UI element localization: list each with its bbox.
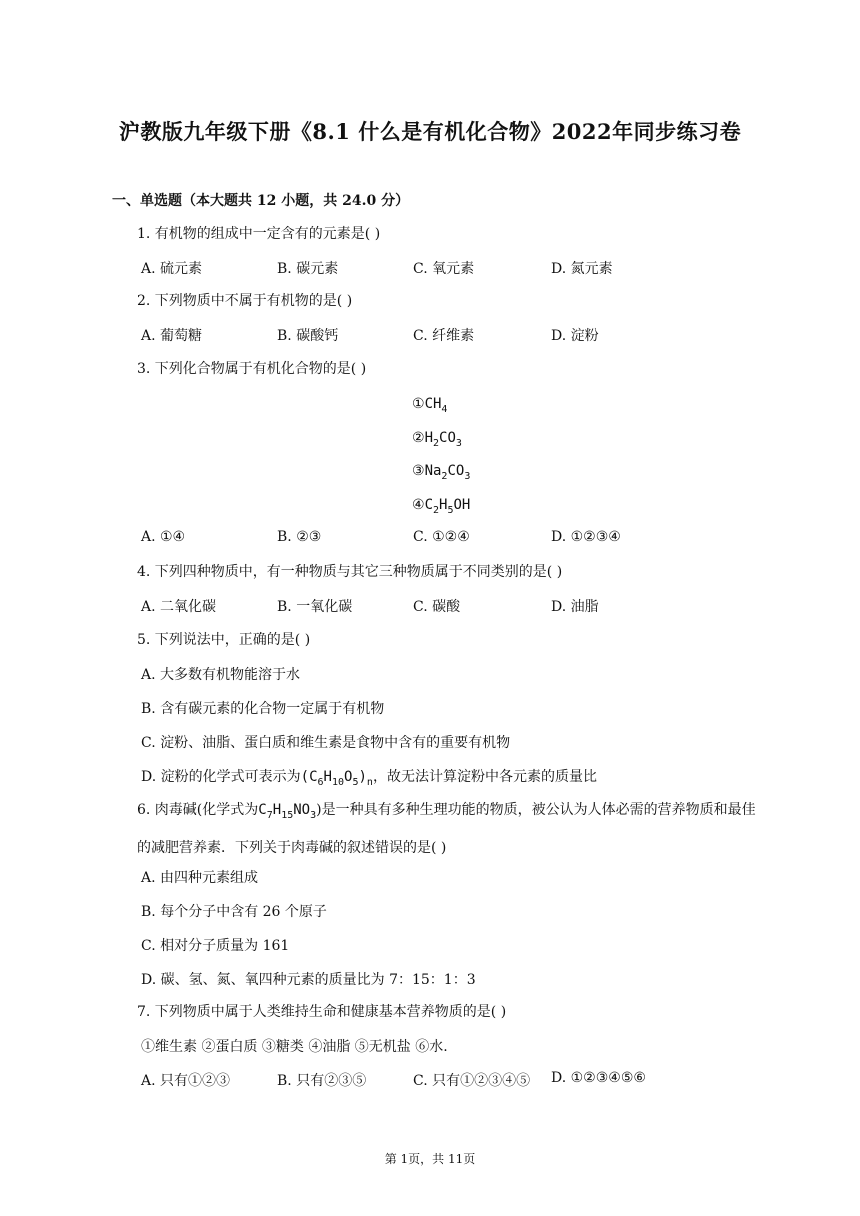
question-7-option-d[interactable]: D. ①②③④⑤⑥ <box>551 1070 646 1086</box>
question-7-list: ①维生素 ②蛋白质 ③糖类 ④油脂 ⑤无机盐 ⑥水. <box>141 1039 448 1055</box>
question-1-option-c[interactable]: C. 氧元素 <box>413 261 475 277</box>
question-2-option-c[interactable]: C. 纤维素 <box>413 328 475 344</box>
question-3-stem: 3. 下列化合物属于有机化合物的是( ) <box>137 361 367 377</box>
question-2-option-a[interactable]: A. 葡萄糖 <box>141 328 203 344</box>
page-footer: 第 1页，共 11页 <box>384 1152 476 1166</box>
question-6-option-c[interactable]: C. 相对分子质量为 161 <box>141 938 290 954</box>
question-5-option-b[interactable]: B. 含有碳元素的化合物一定属于有机物 <box>141 701 385 717</box>
question-1-stem: 1. 有机物的组成中一定含有的元素是( ) <box>137 226 381 242</box>
question-1-option-b[interactable]: B. 碳元素 <box>277 261 339 277</box>
formula-item-4: $④C_2H_5OH$ <box>412 497 471 516</box>
section-heading: 一、单选题（本大题共 12 小题，共 24.0 分） <box>112 193 410 209</box>
question-7-stem: 7. 下列物质中属于人类维持生命和健康基本营养物质的是( ) <box>137 1004 507 1020</box>
question-5-option-a[interactable]: A. 大多数有机物能溶于水 <box>141 667 301 683</box>
question-7-option-a[interactable]: A. 只有①②③ <box>141 1073 231 1089</box>
question-5-option-c[interactable]: C. 淀粉、油脂、蛋白质和维生素是食物中含有的重要有机物 <box>141 735 511 751</box>
question-3-option-a[interactable]: A. ①④ <box>141 529 186 545</box>
formula-item-1: $①CH_4$ <box>412 396 448 415</box>
question-5-stem: 5. 下列说法中，正确的是( ) <box>137 632 311 648</box>
question-1-option-a[interactable]: A. 硫元素 <box>141 261 203 277</box>
question-1-option-d[interactable]: D. 氮元素 <box>551 261 613 277</box>
question-2-option-b[interactable]: B. 碳酸钙 <box>277 328 339 344</box>
question-4-option-c[interactable]: C. 碳酸 <box>413 599 461 615</box>
question-4-option-d[interactable]: D. 油脂 <box>551 599 599 615</box>
page-title: 沪教版九年级下册《8.1 什么是有机化合物》2022年同步练习卷 <box>118 119 742 144</box>
starch-formula: $(C_6H_{10}O_5)_n$ <box>300 769 373 788</box>
formula-item-3: $③Na_2CO_3$ <box>412 463 471 482</box>
carnitine-formula: $C_7H_{15}NO_3$ <box>258 802 317 821</box>
question-2-option-d[interactable]: D. 淀粉 <box>551 328 599 344</box>
formula-item-2: $②H_2CO_3$ <box>412 430 462 449</box>
question-4-option-b[interactable]: B. 一氧化碳 <box>277 599 353 615</box>
question-7-option-c[interactable]: C. 只有①②③④⑤ <box>413 1073 531 1089</box>
question-2-stem: 2. 下列物质中不属于有机物的是( ) <box>137 293 353 309</box>
question-3-option-b[interactable]: B. ②③ <box>277 529 322 545</box>
question-4-option-a[interactable]: A. 二氧化碳 <box>141 599 217 615</box>
question-6-option-a[interactable]: A. 由四种元素组成 <box>141 870 259 886</box>
question-6-option-d[interactable]: D. 碳、氢、氮、氧四种元素的质量比为 7：15：1：3 <box>141 972 476 988</box>
question-6-stem: 6. 肉毒碱(化学式为$C_7H_{15}NO_3$)是一种具有多种生理功能的物质，被公认为人体必需的营养物质和最佳的减肥营养素．下列关于肉毒碱的叙述错误的是( ) <box>137 802 756 856</box>
question-3-option-c[interactable]: C. ①②④ <box>413 529 470 545</box>
question-6-option-b[interactable]: B. 每个分子中含有 26 个原子 <box>141 904 327 920</box>
question-5-option-d[interactable]: D. 淀粉的化学式可表示为$(C_6H_{10}O_5)_n$，故无法计算淀粉中各元素的质量比 <box>141 769 597 788</box>
question-4-stem: 4. 下列四种物质中，有一种物质与其它三种物质属于不同类别的是( ) <box>137 564 563 580</box>
question-3-option-d[interactable]: D. ①②③④ <box>551 529 621 545</box>
question-7-option-b[interactable]: B. 只有②③⑤ <box>277 1073 367 1089</box>
